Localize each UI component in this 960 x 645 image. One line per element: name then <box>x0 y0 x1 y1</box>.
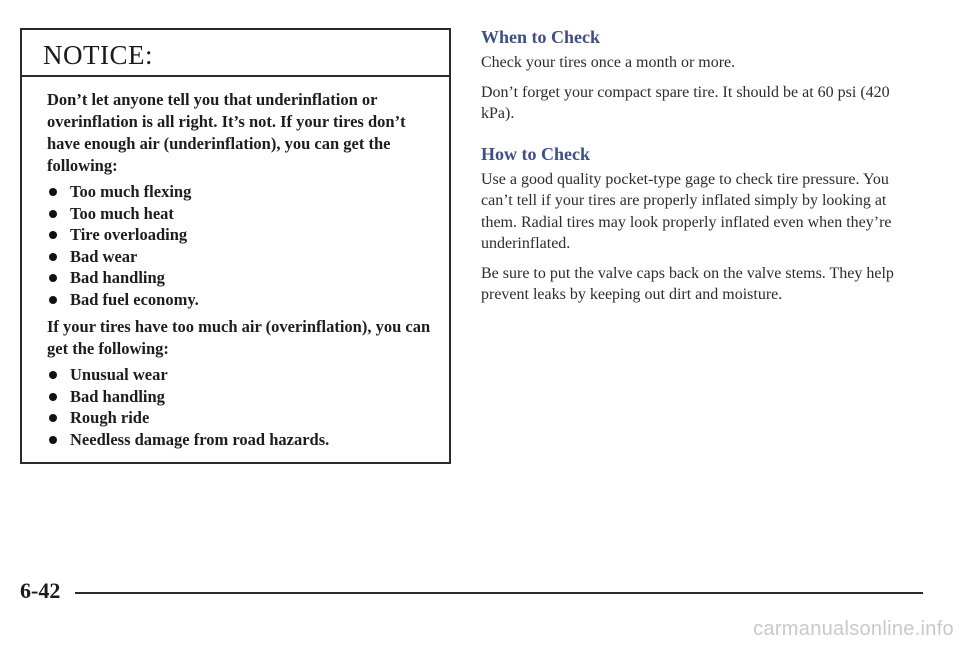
bullet-icon <box>49 253 57 261</box>
list-item: Rough ride <box>47 407 439 429</box>
how-to-check-paragraph-2: Be sure to put the valve caps back on the valve stems. They help prevent leaks by keeping out dirt and moisture. <box>481 264 894 303</box>
list-item: Unusual wear <box>47 364 439 386</box>
bullet-icon <box>49 231 57 239</box>
list-item: Tire overloading <box>47 224 439 246</box>
when-to-check-heading: When to Check <box>481 27 601 47</box>
list-item: Bad handling <box>47 267 439 289</box>
when-to-check-paragraph-1: Check your tires once a month or more. <box>481 54 736 71</box>
bullet-icon <box>49 393 57 401</box>
when-to-check-paragraph-2: Don’t forget your compact spare tire. It should be at 60 psi (420 kPa). <box>481 83 890 122</box>
underinflation-intro: Don’t let anyone tell you that underinflation or overinflation is all right. It’s not. If your tires don’t have enough air (underinflation), you can get the following: <box>47 90 406 175</box>
list-item: Too much flexing <box>47 181 439 203</box>
bullet-icon <box>49 274 57 282</box>
footer-rule <box>75 592 923 594</box>
notice-header <box>22 30 449 77</box>
notice-body <box>22 77 449 450</box>
notice-box <box>20 28 451 464</box>
list-item: Too much heat <box>47 203 439 225</box>
list-item: Bad wear <box>47 246 439 268</box>
how-to-check-paragraph-1: Use a good quality pocket-type gage to check tire pressure. You can’t tell if your tires are properly inflated simply by looking at them. Radial tires may look properly inflated even when they’re underinflated. <box>481 170 892 252</box>
page-footer <box>20 578 910 604</box>
list-item: Bad fuel economy. <box>47 289 439 311</box>
overinflation-list <box>47 364 439 450</box>
bullet-icon <box>49 436 57 444</box>
notice-title: NOTICE: <box>43 40 153 70</box>
list-item: Bad handling <box>47 386 439 408</box>
overinflation-intro: If your tires have too much air (overinflation), you can get the following: <box>47 317 431 358</box>
list-item: Needless damage from road hazards. <box>47 429 439 451</box>
watermark: carmanualsonline.info <box>753 618 954 640</box>
bullet-icon <box>49 371 57 379</box>
page-number: 6-42 <box>20 578 61 603</box>
bullet-icon <box>49 210 57 218</box>
how-to-check-heading: How to Check <box>481 143 590 164</box>
bullet-icon <box>49 414 57 422</box>
bullet-icon <box>49 188 57 196</box>
right-column <box>481 26 911 306</box>
underinflation-list <box>47 181 439 310</box>
bullet-icon <box>49 296 57 304</box>
